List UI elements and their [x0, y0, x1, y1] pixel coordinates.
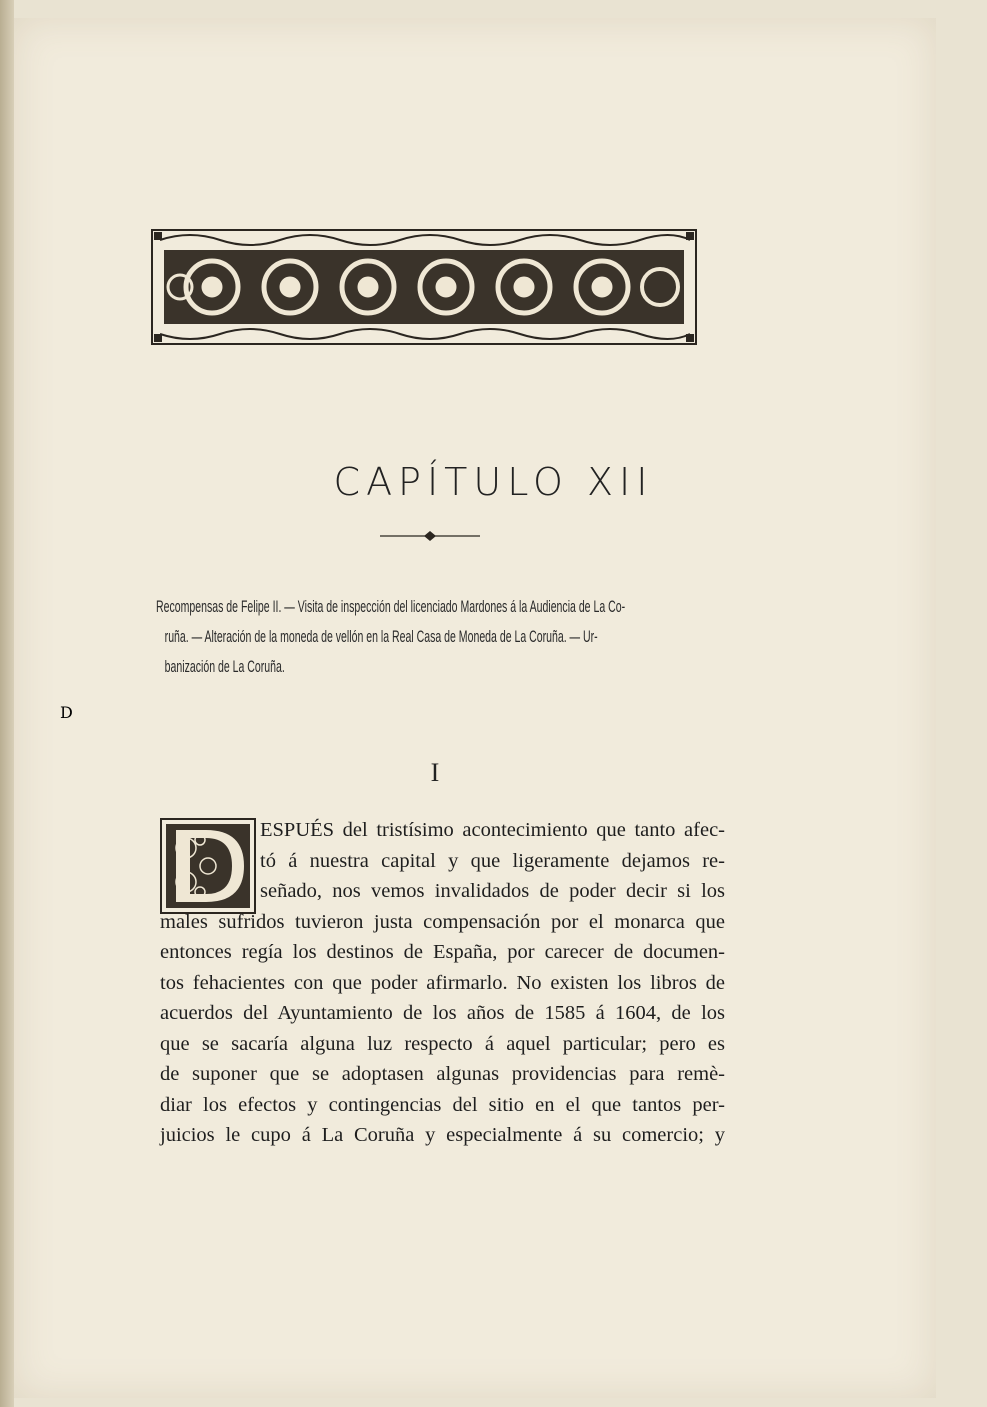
summary-line: Recompensas de Felipe II. — Visita de inspección del licenciado Mardones á la Audiencia de La Co- [156, 597, 626, 616]
body-line: de suponer que se adoptasen algunas providencias para remè- [160, 1063, 725, 1085]
summary-line: banización de La Coruña. [164, 657, 285, 676]
body-line: que se sacaría alguna luz respecto á aquel particular; pero es [160, 1032, 725, 1055]
ornamental-header-band [150, 228, 698, 346]
title-divider [380, 530, 480, 542]
chapter-title: CAPÍTULO XII [333, 460, 654, 504]
summary-line: ruña. — Alteración de la moneda de vellón en la Real Casa de Moneda de La Coruña. — Ur- [164, 627, 598, 646]
first-word-rest: ESPUÉS [260, 819, 335, 841]
body-line: ESPUÉS del tristísimo acontecimiento que tanto afec- [260, 819, 725, 841]
dropcap-letter: D [60, 703, 73, 722]
body-line: tos fehacientes con que poder afirmarlo. No existen los libros de [160, 971, 725, 994]
body-line: señado, nos vemos invalidados de poder decir si los [260, 880, 725, 902]
section-number: I [430, 758, 440, 787]
book-page [14, 18, 936, 1398]
body-line: juicios le cupo á La Coruña y especialmente á su comercio; y [160, 1124, 725, 1146]
body-paragraph [160, 815, 725, 1151]
body-line: tó á nuestra capital y que ligeramente dejamos re- [260, 849, 725, 872]
chapter-summary [156, 592, 702, 682]
body-line: males sufridos tuvieron justa compensación por el monarca que [160, 910, 725, 933]
body-line: entonces regía los destinos de España, por carecer de documen- [160, 941, 725, 963]
body-line: acuerdos del Ayuntamiento de los años de 1585 á 1604, de los [160, 1002, 725, 1024]
page-binding-edge [0, 0, 14, 1407]
body-line: diar los efectos y contingencias del sitio en el que tantos per- [160, 1093, 725, 1116]
